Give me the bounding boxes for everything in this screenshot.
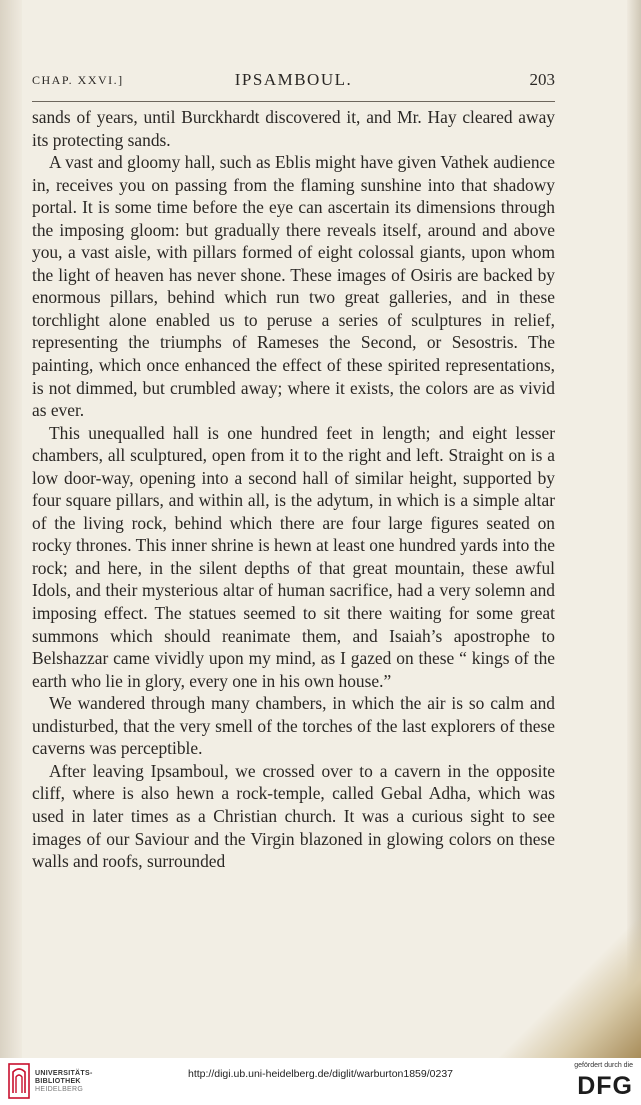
paragraph-continued: sands of years, until Burckhardt discovered it, and Mr. Hay cleared away its protecting sands. — [32, 107, 555, 150]
page-gutter-shadow — [0, 0, 22, 1058]
permalink-url[interactable]: http://digi.ub.uni-heidelberg.de/diglit/warburton1859/0237 — [187, 1068, 454, 1080]
page-corner-curl — [471, 908, 641, 1058]
running-header — [32, 70, 555, 92]
header-rule — [32, 101, 555, 102]
library-name-line: HEIDELBERG — [35, 1086, 84, 1093]
digitization-footer — [0, 1058, 641, 1105]
funding-note: gefördert durch die — [574, 1062, 633, 1069]
running-title: IPSAMBOUL. — [234, 70, 353, 89]
paragraph: A vast and gloomy hall, such as Eblis might have given Vathek audience in, receives you on passing from the flaming sunshine into that shadowy portal. It is some time before the eye can ascertain its dimensions through the imposing gloom: but gradually there reveals itself, around and above you, a vast aisle, with pillars formed of eight colossal giants, upon whom the light of heaven has never shone. These images of Osiris are backed by enormous pillars, behind which run two great galleries, and in these torchlight alone enabled us to peruse a series of sculptures in relief, representing the triumphs of Rameses the Second, or Sesostris. The painting, which once enhanced the effect of these spirited representations, is not dimmed, but crumbled away; where it exists, the colors are as vivid as ever. — [32, 152, 555, 421]
library-name-line: BIBLIOTHEK — [35, 1078, 81, 1085]
library-name-line: UNIVERSITÄTS- — [35, 1070, 93, 1077]
page-edge-shadow — [627, 0, 641, 1058]
dfg-logo: DFG — [577, 1072, 633, 1100]
paragraph: This unequalled hall is one hundred feet in length; and eight lesser chambers, all sculptured, open from it to the right and left. Straight on is a low door-way, opening into a second hall of similar height, supported by four square pillars, and within all, is the adytum, in which is a simple altar of the living rock, behind which there are four large figures seated on rocky thrones. This inner shrine is hewn at least one hundred yards into the rock; and here, in the silent depths of that great mountain, these awful Idols, and their mysterious altar of human sacrifice, had a very solemn and imposing effect. The statues seemed to sit there waiting for some great summons which should reanimate them, and Isaiah’s apostrophe to Belshazzar came vividly upon my mind, as I gazed on these “ kings of the earth who lie in glory, every one in his own house.” — [32, 422, 555, 691]
paragraph: After leaving Ipsamboul, we crossed over to a cavern in the opposite cliff, where is also hewn a rock-temple, called Gebal Adha, which was used in later times as a Christian church. It was a curious sight to see images of our Saviour and the Virgin blazoned in glowing colors on these walls and roofs, surrounded — [32, 760, 555, 872]
body-text — [32, 106, 555, 873]
page-number: 203 — [529, 70, 555, 89]
paragraph: We wandered through many chambers, in which the air is so calm and undisturbed, that the very smell of the torches of the last explorers of these caverns was perceptible. — [32, 693, 555, 759]
chapter-label: CHAP. XXVI.] — [32, 73, 124, 87]
